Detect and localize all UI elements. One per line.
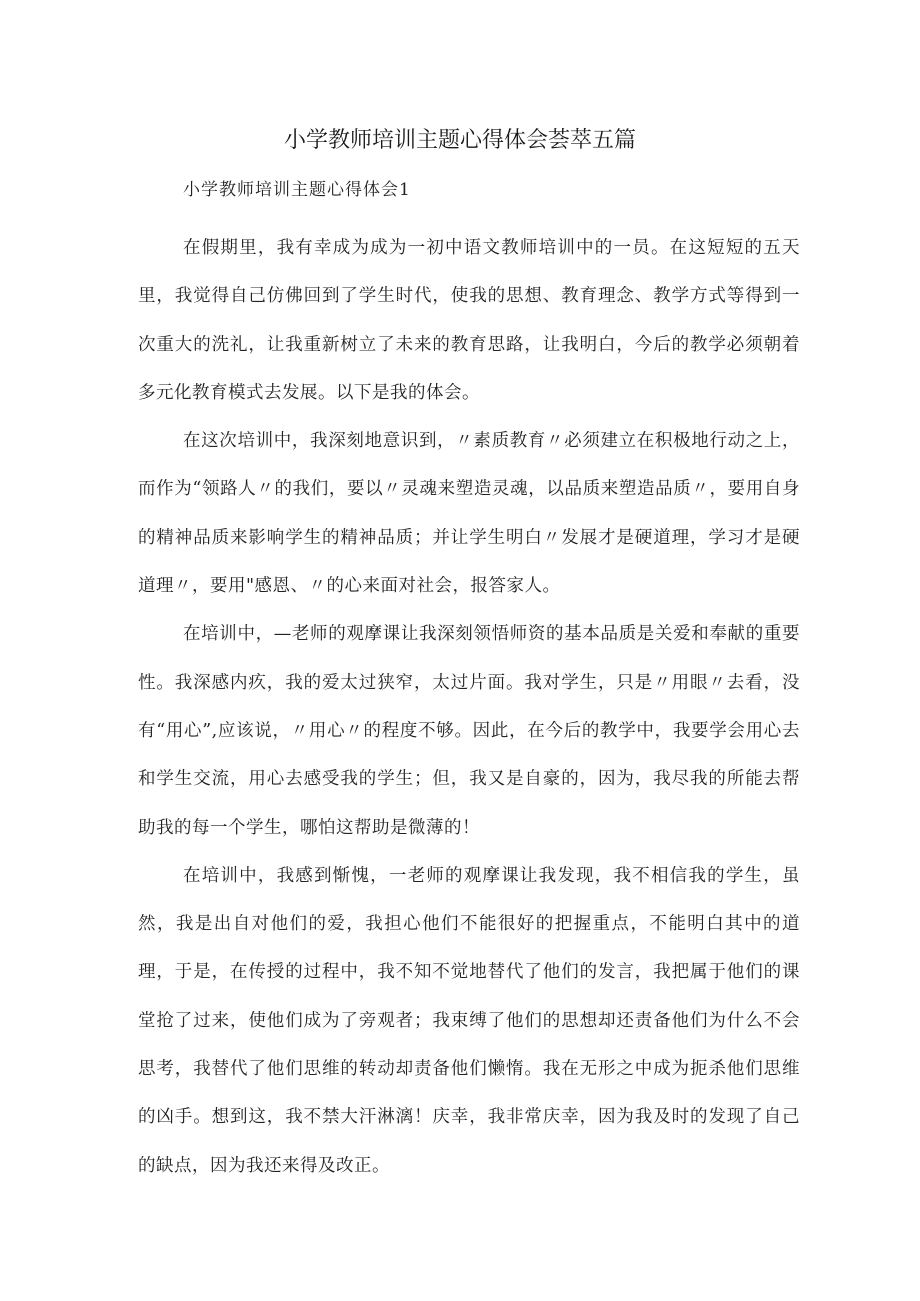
paragraph-4: 在培训中，我感到惭愧，一老师的观摩课让我发现，我不相信我的学生，虽然，我是出自对他们的爱，我担心他们不能很好的把握重点，不能明白其中的道理，于是，在传授的过程中，我不知不觉地替代了他们的发言，我把属于他们的课堂抢了过来，使他们成为了旁观者；我束缚了他们的思想却还责备他们为什么不会思考，我替代了他们思维的转动却责备他们懒惰。我在无形之中成为扼杀他们思维的凶手。想到这，我不禁大汗淋漓！庆幸，我非常庆幸，因为我及时的发现了自己的缺点，因为我还来得及改正。 bbox=[138, 865, 800, 1176]
paragraph-2: 在这次培训中，我深刻地意识到，〃素质教育〃必须建立在积极地行动之上，而作为“领路人〃的我们，要以〃灵魂来塑造灵魂，以品质来塑造品质〃，要用自身的精神品质来影响学生的精神品质；并让学生明白〃发展才是硬道理，学习才是硬道理〃，要用"感恩、〃的心来面对社会，报答家人。 bbox=[138, 431, 800, 597]
paragraph-3: 在培训中，—老师的观摩课让我深刻领悟师资的基本品质是关爱和奉献的重要性。我深感内疚，我的爱太过狭窄，太过片面。我对学生，只是〃用眼〃去看，没有“用心”,应该说，〃用心〃的程度不够。因此，在今后的教学中，我要学会用心去和学生交流，用心去感受我的学生；但，我又是自豪的，因为，我尽我的所能去帮助我的每一个学生，哪怕这帮助是微薄的！ bbox=[138, 624, 800, 838]
document-title: 小学教师培训主题心得体会荟萃五篇 bbox=[283, 128, 636, 153]
section-heading: 小学教师培训主题心得体会1 bbox=[183, 180, 411, 200]
paragraph-1: 在假期里，我有幸成为成为一初中语文教师培训中的一员。在这短短的五天里，我觉得自己仿佛回到了学生时代，使我的思想、教育理念、教学方式等得到一次重大的洗礼，让我重新树立了未来的教育思路，让我明白，今后的教学必须朝着多元化教育模式去发展。以下是我的体会。 bbox=[138, 238, 800, 403]
document-body bbox=[138, 224, 800, 1190]
